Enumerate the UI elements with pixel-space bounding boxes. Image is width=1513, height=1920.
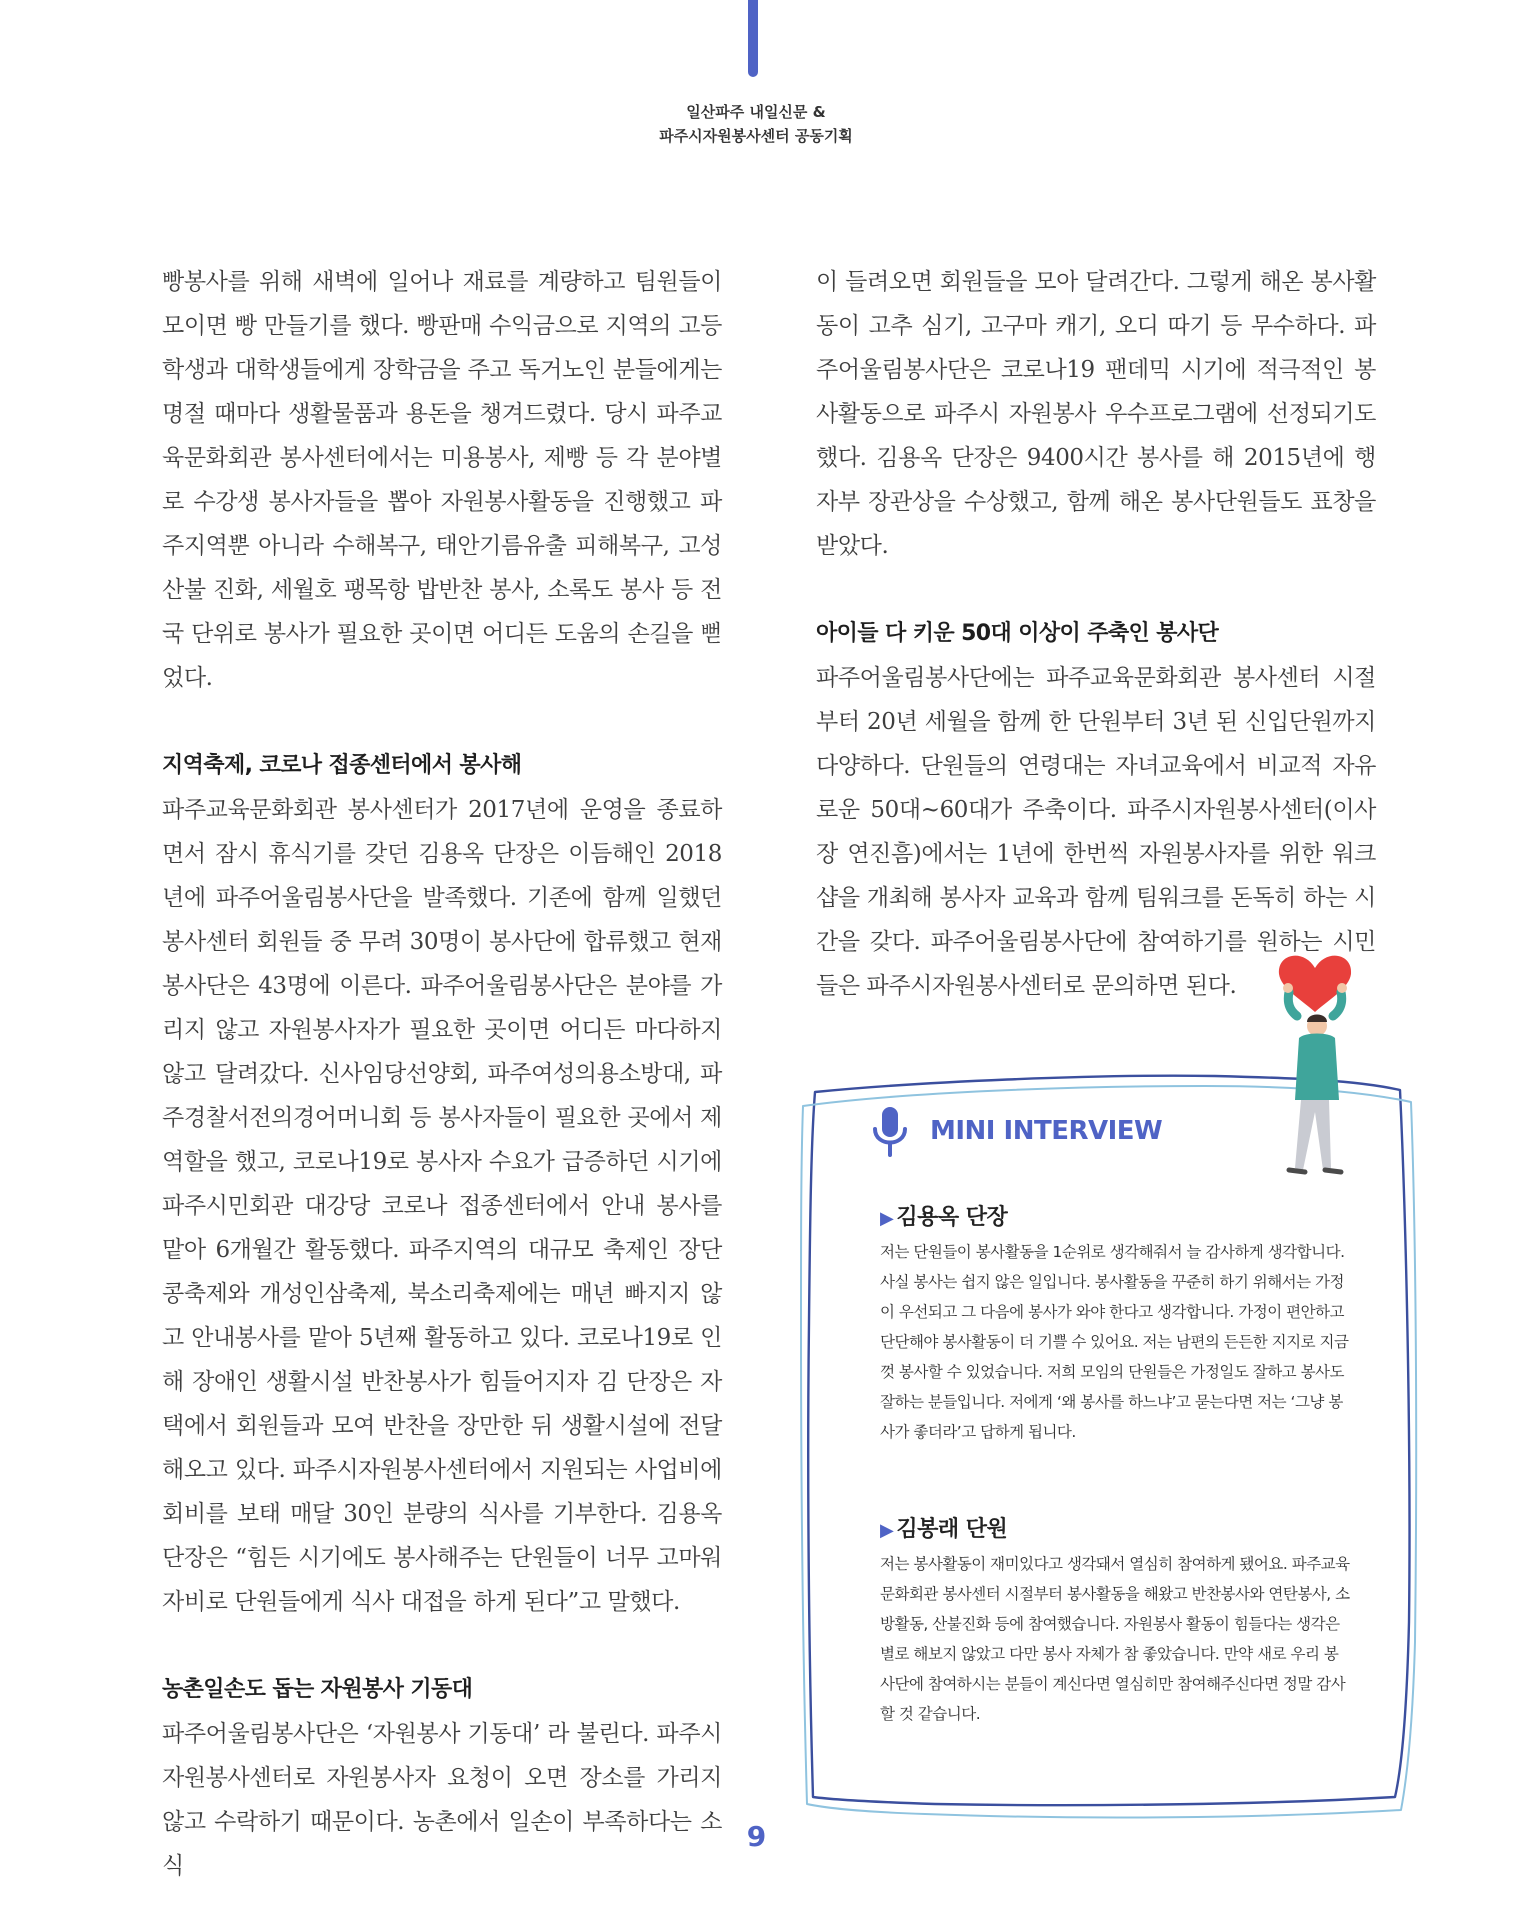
left-paragraph-1: 빵봉사를 위해 새벽에 일어나 재료를 계량하고 팀원들이 모이면 빵 만들기를 했다. 빵판매 수익금으로 지역의 고등학생과 대학생들에게 장학금을 주고 독거노인 분들에게는 명절 때마다 생활물품과 용돈을 챙겨드렸다. 당시 파주교육문화회관 봉사센터에서는 미용봉사, 제빵 등 각 분야별로 수강생 봉사자들을 뽑아 자원봉사활동을 진행했고 파주지역뿐 아니라 수해복구, 태안기름유출 피해복구, 고성산불 진화, 세월호 팽목항 밥반찬 봉사, 소록도 봉사 등 전국 단위로 봉사가 필요한 곳이면 어디든 도움의 손길을 뻗었다. xyxy=(162,269,722,691)
right-paragraph-2: 파주어울림봉사단에는 파주교육문화회관 봉사센터 시절부터 20년 세월을 함께 한 단원부터 3년 된 신입단원까지 다양하다. 단원들의 연령대는 자녀교육에서 비교적 자유로운 50대~60대가 주축이다. 파주시자원봉사센터(이사장 연진흠)에서는 1년에 한번씩 자원봉사자를 위한 워크샵을 개최해 봉사자 교육과 함께 팀워크를 돈독히 하는 시간을 갖다. 파주어울림봉사단에 참여하기를 원하는 시민들은 파주시자원봉사센터로 문의하면 된다. xyxy=(816,665,1376,999)
top-accent-bar xyxy=(748,0,758,77)
page-header xyxy=(556,100,956,148)
right-paragraph-1: 이 들려오면 회원들을 모아 달려간다. 그렇게 해온 봉사활동이 고추 심기, 고구마 캐기, 오디 따기 등 무수하다. 파주어울림봉사단은 코로나19 팬데믹 시기에 적극적인 봉사활동으로 파주시 자원봉사 우수프로그램에 선정되기도 했다. 김용옥 단장은 9400시간 봉사를 해 2015년에 행자부 장관상을 수상했고, 함께 해온 봉사단원들도 표창을 받았다. xyxy=(816,269,1376,559)
triangle-marker-icon: ▶ xyxy=(880,1208,894,1229)
interviewee-1-name-text: 김용옥 단장 xyxy=(896,1205,1008,1230)
interviewee-1-quote: 저는 단원들이 봉사활동을 1순위로 생각해줘서 늘 감사하게 생각합니다. 사실 봉사는 쉽지 않은 일입니다. 봉사활동을 꾸준히 하기 위해서는 가정이 우선되고 그 다음에 봉사가 와야 한다고 생각합니다. 가정이 편안하고 단단해야 봉사활동이 더 기쁠 수 있어요. 저는 남편의 든든한 지지로 지금껏 봉사할 수 있었습니다. 저희 모임의 단원들은 가정일도 잘하고 봉사도 잘하는 분들입니다. 저에게 ‘왜 봉사를 하느냐’고 묻는다면 저는 ‘그냥 봉사가 좋더라’고 답하게 됩니다. xyxy=(880,1243,1349,1441)
interviewee-2-name-text: 김봉래 단원 xyxy=(896,1517,1008,1542)
microphone-icon xyxy=(870,1105,910,1157)
left-paragraph-3: 파주어울림봉사단은 ‘자원봉사 기동대’ 라 불린다. 파주시자원봉사센터로 자원봉사자 요청이 오면 장소를 가리지 않고 수락하기 때문이다. 농촌에서 일손이 부족하다는 소식 xyxy=(162,1721,722,1879)
interview-kim-bongrae xyxy=(880,1512,1350,1729)
right-column xyxy=(816,260,1376,1008)
section-heading-festival: 지역축제, 코로나 접종센터에서 봉사해 xyxy=(162,753,522,778)
triangle-marker-icon: ▶ xyxy=(880,1520,894,1541)
heart-holding-person-illustration xyxy=(1245,940,1395,1180)
left-paragraph-2: 파주교육문화회관 봉사센터가 2017년에 운영을 종료하면서 잠시 휴식기를 갖던 김용옥 단장은 이듬해인 2018년에 파주어울림봉사단을 발족했다. 기존에 함께 일했던 봉사센터 회원들 중 무려 30명이 봉사단에 합류했고 현재 봉사단은 43명에 이른다. 파주어울림봉사단은 분야를 가리지 않고 자원봉사자가 필요한 곳이면 어디든 마다하지 않고 달려갔다. 신사임당선양회, 파주여성의용소방대, 파주경찰서전의경어머니회 등 봉사자들이 필요한 곳에서 제역할을 했고, 코로나19로 봉사자 수요가 급증하던 시기에 파주시민회관 대강당 코로나 접종센터에서 안내 봉사를 맡아 6개월간 활동했다. 파주지역의 대규모 축제인 장단콩축제와 개성인삼축제, 북소리축제에는 매년 빠지지 않고 안내봉사를 맡아 5년째 활동하고 있다. 코로나19로 인해 장애인 생활시설 반찬봉사가 힘들어지자 김 단장은 자택에서 회원들과 모여 반찬을 장만한 뒤 생활시설에 전달해오고 있다. 파주시자원봉사센터에서 지원되는 사업비에 회비를 보태 매달 30인 분량의 식사를 기부한다. 김용옥 단장은 “힘든 시기에도 봉사해주는 단원들이 너무 고마워 자비로 단원들에게 식사 대접을 하게 된다”고 말했다. xyxy=(162,797,722,1615)
section-heading-members: 아이들 다 키운 50대 이상이 주축인 봉사단 xyxy=(816,621,1219,646)
header-line-1: 일산파주 내일신문 & xyxy=(686,103,826,121)
section-heading-rapid-response: 농촌일손도 돕는 자원봉사 기동대 xyxy=(162,1677,473,1702)
interviewee-name-1 xyxy=(880,1200,1350,1231)
header-line-2: 파주시자원봉사센터 공동기획 xyxy=(659,127,853,145)
left-column xyxy=(162,260,722,1888)
mini-interview-title xyxy=(870,1105,1162,1157)
mini-interview-label: MINI INTERVIEW xyxy=(930,1116,1163,1146)
page-number: 9 xyxy=(746,1820,767,1853)
interviewee-name-2 xyxy=(880,1512,1350,1543)
interview-kim-yongok xyxy=(880,1200,1350,1447)
interviewee-2-quote: 저는 봉사활동이 재미있다고 생각돼서 열심히 참여하게 됐어요. 파주교육문화회관 봉사센터 시절부터 봉사활동을 해왔고 반찬봉사와 연탄봉사, 소방활동, 산불진화 등에 참여했습니다. 자원봉사 활동이 힘들다는 생각은 별로 해보지 않았고 다만 봉사 자체가 참 좋았습니다. 만약 새로 우리 봉사단에 참여하시는 분들이 계신다면 열심히만 참여해주신다면 정말 감사할 것 같습니다. xyxy=(880,1555,1350,1723)
